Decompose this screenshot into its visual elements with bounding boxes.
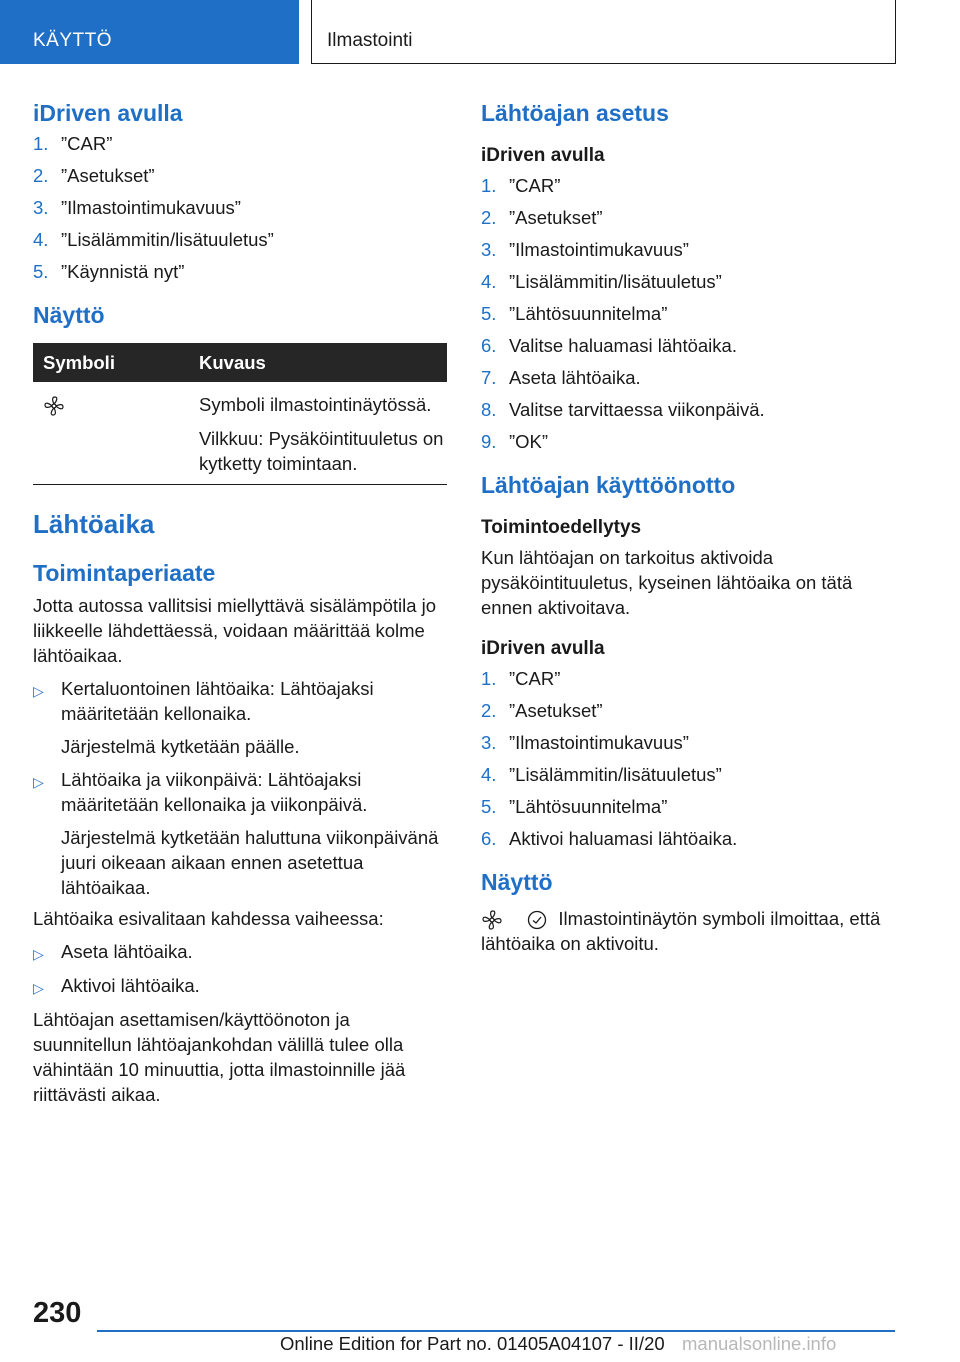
triangle-bullet-icon: ▷ bbox=[33, 980, 44, 996]
list-item: ▷ Aktivoi lähtöaika. bbox=[33, 973, 449, 1001]
list-item: ▷ Aseta lähtöaika. bbox=[33, 939, 449, 967]
idrive-steps bbox=[33, 131, 449, 284]
display-heading: Näyttö bbox=[33, 302, 105, 328]
step-item: 7. Aseta lähtöaika. bbox=[481, 367, 641, 388]
step-item: 1. ”CAR” bbox=[33, 133, 113, 154]
table-desc-1: Symboli ilmastointinäytössä. bbox=[199, 394, 432, 415]
step-item: 9. ”OK” bbox=[481, 431, 549, 452]
list-item: ▷ Lähtöaika ja viikonpäivä: Lähtöajaksi määritetään kellonaika ja viikonpäivä. Järjestelmä kytketään haluttuna viikonpäivänä juuri oikeaan aikaan ennen asetettua lähtöaikaa. bbox=[33, 769, 439, 898]
col-desc-header: Kuvaus bbox=[189, 343, 447, 382]
step-item: 1. ”CAR” bbox=[481, 668, 561, 689]
final-text: Lähtöajan asettamisen/käyttöönoton ja suunnitellun lähtöajankohdan välillä tulee olla vähintään 10 minuuttia, jotta ilmastoinnille jää riittävästi aikaa. bbox=[33, 1009, 406, 1105]
step-item: 5. ”Lähtösuunnitelma” bbox=[481, 303, 668, 324]
triangle-bullet-icon: ▷ bbox=[33, 946, 44, 962]
step-item: 5. ”Lähtösuunnitelma” bbox=[481, 796, 668, 817]
principle-text: Jotta autossa vallitsisi miellyttävä sisälämpötila jo liikkeelle lähdettäessä, voidaan määrittää kolme lähtöaikaa. bbox=[33, 595, 437, 666]
display-text-block bbox=[481, 906, 901, 956]
mode-list bbox=[33, 676, 449, 900]
fan-icon bbox=[481, 909, 503, 931]
activation-heading: Lähtöajan käyttöönotto bbox=[481, 472, 736, 498]
prereq-heading: Toimintoedellytys bbox=[481, 517, 642, 538]
step-item: 3. ”Ilmastointimukavuus” bbox=[481, 732, 689, 753]
prereq-text: Kun lähtöajan on tarkoitus aktivoida pysäköintituuletus, kyseinen lähtöaika on tätä ennen aktivoitava. bbox=[481, 547, 853, 618]
triangle-bullet-icon: ▷ bbox=[33, 683, 44, 699]
step-item: 2. ”Asetukset” bbox=[481, 700, 603, 721]
step-item: 2. ”Asetukset” bbox=[481, 207, 603, 228]
step-item: 3. ”Ilmastointimukavuus” bbox=[481, 239, 689, 260]
fan-icon bbox=[43, 395, 65, 417]
preselect-list bbox=[33, 939, 449, 1001]
display-text: Ilmastointinäytön symboli ilmoittaa, että lähtöaika on aktivoitu. bbox=[481, 908, 881, 955]
activation-steps bbox=[481, 666, 901, 851]
symbol-cell bbox=[33, 382, 189, 485]
edition-text: Online Edition for Part no. 01405A04107 - II/20 bbox=[280, 1333, 665, 1354]
table-row bbox=[33, 382, 447, 485]
step-item: 2. ”Asetukset” bbox=[33, 165, 155, 186]
right-column bbox=[481, 100, 901, 956]
table-desc-2: Vilkkuu: Pysäköintituuletus on kytketty toimintaan. bbox=[199, 428, 444, 474]
chapter-title: Ilmastointi bbox=[311, 0, 896, 64]
step-item: 8. Valitse tarvittaessa viikonpäivä. bbox=[481, 399, 765, 420]
step-item: 5. ”Käynnistä nyt” bbox=[33, 261, 185, 282]
step-item: 3. ”Ilmastointimukavuus” bbox=[33, 197, 241, 218]
step-item: 4. ”Lisälämmitin/lisätuuletus” bbox=[481, 271, 722, 292]
setting-steps bbox=[481, 173, 901, 454]
triangle-bullet-icon: ▷ bbox=[33, 774, 44, 790]
setting-sub: iDriven avulla bbox=[481, 145, 605, 166]
page-header bbox=[0, 0, 960, 66]
step-item: 4. ”Lisälämmitin/lisätuuletus” bbox=[481, 764, 722, 785]
watermark: manualsonline.info bbox=[682, 1333, 837, 1354]
step-item: 1. ”CAR” bbox=[481, 175, 561, 196]
page-number: 230 bbox=[33, 1297, 82, 1329]
list-item: ▷ Kertaluontoinen lähtöaika: Lähtöajaksi määritetään kellonaika. Järjestelmä kytketään päälle. bbox=[33, 678, 374, 757]
description-cell bbox=[189, 382, 447, 485]
step-item: 4. ”Lisälämmitin/lisätuuletus” bbox=[33, 229, 274, 250]
section-tab: KÄYTTÖ bbox=[0, 0, 299, 64]
display-heading-right: Näyttö bbox=[481, 869, 553, 895]
setting-heading: Lähtöajan asetus bbox=[481, 100, 669, 126]
col-symbol-header: Symboli bbox=[33, 343, 189, 382]
step-item: 6. Aktivoi haluamasi lähtöaika. bbox=[481, 828, 738, 849]
step-item: 6. Valitse haluamasi lähtöaika. bbox=[481, 335, 737, 356]
departure-heading: Lähtöaika bbox=[33, 509, 155, 539]
idrive-heading: iDriven avulla bbox=[33, 100, 183, 126]
activation-sub: iDriven avulla bbox=[481, 638, 605, 659]
principle-heading: Toimintaperiaate bbox=[33, 560, 216, 586]
preselect-text: Lähtöaika esivalitaan kahdessa vaiheessa: bbox=[33, 908, 384, 929]
footer-divider bbox=[97, 1330, 895, 1332]
symbol-table bbox=[33, 343, 447, 485]
left-column bbox=[33, 100, 449, 1107]
checkmark-circle-icon bbox=[527, 910, 547, 930]
